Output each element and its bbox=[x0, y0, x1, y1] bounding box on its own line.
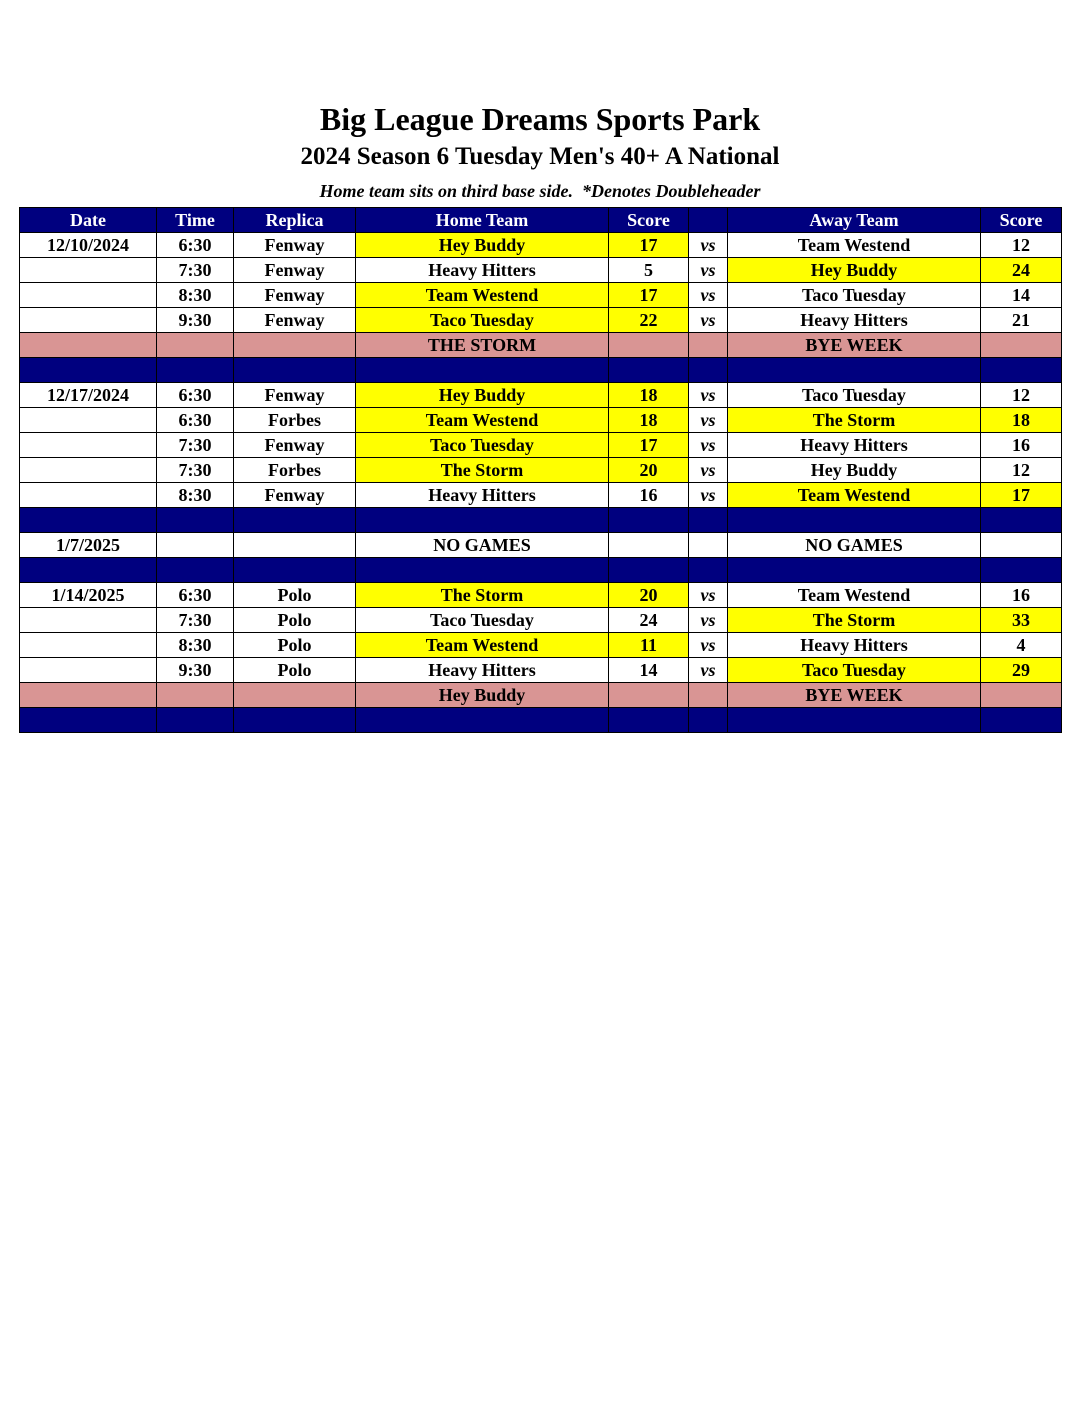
date-cell bbox=[20, 258, 157, 283]
home-team-cell: Team Westend bbox=[356, 633, 609, 658]
replica-cell bbox=[234, 358, 356, 383]
away-score-cell: 17 bbox=[981, 483, 1062, 508]
bye-week-row bbox=[20, 683, 1062, 708]
game-row bbox=[20, 383, 1062, 408]
home-score-cell: 5 bbox=[609, 258, 689, 283]
away-team-cell: Hey Buddy bbox=[728, 458, 981, 483]
separator-row bbox=[20, 508, 1062, 533]
time-cell bbox=[157, 683, 234, 708]
away-team-cell bbox=[728, 508, 981, 533]
away-team-cell: Team Westend bbox=[728, 483, 981, 508]
date-cell bbox=[20, 558, 157, 583]
time-cell bbox=[157, 508, 234, 533]
away-team-cell: BYE WEEK bbox=[728, 683, 981, 708]
date-cell bbox=[20, 333, 157, 358]
home-team-cell: Hey Buddy bbox=[356, 233, 609, 258]
away-score-cell: 18 bbox=[981, 408, 1062, 433]
home-team-cell: Heavy Hitters bbox=[356, 658, 609, 683]
col-header-home-team: Home Team bbox=[356, 208, 609, 233]
vs-cell bbox=[689, 558, 728, 583]
home-score-cell: 24 bbox=[609, 608, 689, 633]
away-score-cell bbox=[981, 333, 1062, 358]
col-header-replica: Replica bbox=[234, 208, 356, 233]
away-team-cell: BYE WEEK bbox=[728, 333, 981, 358]
home-team-cell bbox=[356, 508, 609, 533]
home-team-cell bbox=[356, 558, 609, 583]
time-cell: 9:30 bbox=[157, 308, 234, 333]
away-score-cell: 14 bbox=[981, 283, 1062, 308]
time-cell: 7:30 bbox=[157, 258, 234, 283]
time-cell: 8:30 bbox=[157, 633, 234, 658]
home-score-cell bbox=[609, 708, 689, 733]
time-cell bbox=[157, 708, 234, 733]
home-score-cell bbox=[609, 508, 689, 533]
date-cell bbox=[20, 683, 157, 708]
replica-cell bbox=[234, 708, 356, 733]
date-cell: 1/7/2025 bbox=[20, 533, 157, 558]
date-cell bbox=[20, 483, 157, 508]
game-row bbox=[20, 258, 1062, 283]
home-score-cell: 17 bbox=[609, 233, 689, 258]
away-score-cell: 21 bbox=[981, 308, 1062, 333]
col-header-time: Time bbox=[157, 208, 234, 233]
away-score-cell bbox=[981, 558, 1062, 583]
date-cell: 1/14/2025 bbox=[20, 583, 157, 608]
bye-week-row bbox=[20, 333, 1062, 358]
away-team-cell: Taco Tuesday bbox=[728, 383, 981, 408]
replica-cell bbox=[234, 683, 356, 708]
away-score-cell bbox=[981, 683, 1062, 708]
home-team-cell: Taco Tuesday bbox=[356, 308, 609, 333]
date-cell bbox=[20, 408, 157, 433]
away-team-cell: The Storm bbox=[728, 408, 981, 433]
time-cell: 7:30 bbox=[157, 433, 234, 458]
vs-cell: vs bbox=[689, 458, 728, 483]
vs-cell bbox=[689, 508, 728, 533]
date-cell bbox=[20, 458, 157, 483]
away-score-cell: 33 bbox=[981, 608, 1062, 633]
vs-cell bbox=[689, 683, 728, 708]
date-cell bbox=[20, 283, 157, 308]
home-team-cell: Taco Tuesday bbox=[356, 608, 609, 633]
vs-cell bbox=[689, 708, 728, 733]
game-row bbox=[20, 408, 1062, 433]
home-score-cell bbox=[609, 683, 689, 708]
vs-cell: vs bbox=[689, 483, 728, 508]
col-header-home-score: Score bbox=[609, 208, 689, 233]
game-row bbox=[20, 433, 1062, 458]
separator-row bbox=[20, 708, 1062, 733]
vs-cell bbox=[689, 358, 728, 383]
time-cell bbox=[157, 333, 234, 358]
time-cell bbox=[157, 558, 234, 583]
home-team-cell bbox=[356, 708, 609, 733]
replica-cell: Fenway bbox=[234, 308, 356, 333]
home-team-cell: The Storm bbox=[356, 583, 609, 608]
home-score-cell: 11 bbox=[609, 633, 689, 658]
time-cell: 7:30 bbox=[157, 608, 234, 633]
home-team-cell: NO GAMES bbox=[356, 533, 609, 558]
replica-cell: Fenway bbox=[234, 258, 356, 283]
replica-cell: Polo bbox=[234, 608, 356, 633]
home-score-cell: 14 bbox=[609, 658, 689, 683]
home-score-cell: 17 bbox=[609, 433, 689, 458]
home-score-cell: 18 bbox=[609, 408, 689, 433]
away-team-cell: Heavy Hitters bbox=[728, 308, 981, 333]
vs-cell: vs bbox=[689, 408, 728, 433]
time-cell: 6:30 bbox=[157, 408, 234, 433]
away-team-cell: Taco Tuesday bbox=[728, 658, 981, 683]
vs-cell: vs bbox=[689, 658, 728, 683]
home-team-cell bbox=[356, 358, 609, 383]
time-cell bbox=[157, 533, 234, 558]
replica-cell: Fenway bbox=[234, 433, 356, 458]
schedule-note: Home team sits on third base side. *Denotes Doubleheader bbox=[319, 181, 761, 201]
game-row bbox=[20, 658, 1062, 683]
vs-cell bbox=[689, 333, 728, 358]
away-score-cell: 16 bbox=[981, 433, 1062, 458]
date-cell bbox=[20, 708, 157, 733]
home-team-cell: Team Westend bbox=[356, 408, 609, 433]
away-score-cell: 24 bbox=[981, 258, 1062, 283]
away-team-cell: Team Westend bbox=[728, 233, 981, 258]
replica-cell: Polo bbox=[234, 658, 356, 683]
home-score-cell: 17 bbox=[609, 283, 689, 308]
time-cell bbox=[157, 358, 234, 383]
date-cell bbox=[20, 358, 157, 383]
away-score-cell bbox=[981, 508, 1062, 533]
home-score-cell bbox=[609, 333, 689, 358]
page-subtitle: 2024 Season 6 Tuesday Men's 40+ A National bbox=[300, 143, 780, 170]
home-score-cell bbox=[609, 558, 689, 583]
vs-cell: vs bbox=[689, 583, 728, 608]
game-row bbox=[20, 608, 1062, 633]
game-row bbox=[20, 633, 1062, 658]
away-team-cell: Team Westend bbox=[728, 583, 981, 608]
vs-cell: vs bbox=[689, 633, 728, 658]
away-score-cell: 4 bbox=[981, 633, 1062, 658]
home-team-cell: Heavy Hitters bbox=[356, 258, 609, 283]
replica-cell bbox=[234, 558, 356, 583]
away-score-cell: 12 bbox=[981, 383, 1062, 408]
away-score-cell: 12 bbox=[981, 233, 1062, 258]
home-score-cell: 20 bbox=[609, 458, 689, 483]
vs-cell bbox=[689, 533, 728, 558]
home-score-cell: 16 bbox=[609, 483, 689, 508]
replica-cell: Polo bbox=[234, 583, 356, 608]
header-row bbox=[20, 208, 1062, 233]
away-score-cell: 16 bbox=[981, 583, 1062, 608]
vs-cell: vs bbox=[689, 283, 728, 308]
replica-cell: Fenway bbox=[234, 283, 356, 308]
home-score-cell: 20 bbox=[609, 583, 689, 608]
replica-cell: Fenway bbox=[234, 233, 356, 258]
away-score-cell bbox=[981, 708, 1062, 733]
date-cell bbox=[20, 633, 157, 658]
vs-cell: vs bbox=[689, 383, 728, 408]
away-team-cell: Heavy Hitters bbox=[728, 633, 981, 658]
away-team-cell: Taco Tuesday bbox=[728, 283, 981, 308]
date-cell: 12/10/2024 bbox=[20, 233, 157, 258]
separator-row bbox=[20, 358, 1062, 383]
schedule-body bbox=[20, 233, 1062, 733]
col-header-away-team: Away Team bbox=[728, 208, 981, 233]
vs-cell: vs bbox=[689, 258, 728, 283]
vs-cell: vs bbox=[689, 608, 728, 633]
vs-cell: vs bbox=[689, 308, 728, 333]
away-score-cell: 29 bbox=[981, 658, 1062, 683]
away-score-cell bbox=[981, 358, 1062, 383]
col-header-vs bbox=[689, 208, 728, 233]
home-team-cell: Team Westend bbox=[356, 283, 609, 308]
date-cell bbox=[20, 508, 157, 533]
home-score-cell: 18 bbox=[609, 383, 689, 408]
home-team-cell: Hey Buddy bbox=[356, 683, 609, 708]
date-cell bbox=[20, 433, 157, 458]
away-team-cell: Heavy Hitters bbox=[728, 433, 981, 458]
time-cell: 6:30 bbox=[157, 583, 234, 608]
game-row bbox=[20, 483, 1062, 508]
col-header-away-score: Score bbox=[981, 208, 1062, 233]
vs-cell: vs bbox=[689, 233, 728, 258]
away-team-cell: Hey Buddy bbox=[728, 258, 981, 283]
home-score-cell bbox=[609, 533, 689, 558]
replica-cell: Fenway bbox=[234, 483, 356, 508]
time-cell: 9:30 bbox=[157, 658, 234, 683]
home-team-cell: THE STORM bbox=[356, 333, 609, 358]
date-cell bbox=[20, 658, 157, 683]
replica-cell bbox=[234, 508, 356, 533]
replica-cell: Forbes bbox=[234, 458, 356, 483]
date-cell bbox=[20, 608, 157, 633]
game-row bbox=[20, 308, 1062, 333]
home-team-cell: Taco Tuesday bbox=[356, 433, 609, 458]
home-score-cell bbox=[609, 358, 689, 383]
away-team-cell: NO GAMES bbox=[728, 533, 981, 558]
game-row bbox=[20, 233, 1062, 258]
time-cell: 8:30 bbox=[157, 483, 234, 508]
time-cell: 7:30 bbox=[157, 458, 234, 483]
replica-cell bbox=[234, 333, 356, 358]
away-team-cell bbox=[728, 708, 981, 733]
replica-cell: Polo bbox=[234, 633, 356, 658]
away-team-cell bbox=[728, 358, 981, 383]
time-cell: 8:30 bbox=[157, 283, 234, 308]
game-row bbox=[20, 458, 1062, 483]
game-row bbox=[20, 583, 1062, 608]
away-team-cell bbox=[728, 558, 981, 583]
away-score-cell bbox=[981, 533, 1062, 558]
home-team-cell: The Storm bbox=[356, 458, 609, 483]
game-row bbox=[20, 283, 1062, 308]
vs-cell: vs bbox=[689, 433, 728, 458]
date-cell bbox=[20, 308, 157, 333]
page-title: Big League Dreams Sports Park bbox=[319, 101, 761, 137]
away-score-cell: 12 bbox=[981, 458, 1062, 483]
away-team-cell: The Storm bbox=[728, 608, 981, 633]
no-games-row bbox=[20, 533, 1062, 558]
date-cell: 12/17/2024 bbox=[20, 383, 157, 408]
home-team-cell: Heavy Hitters bbox=[356, 483, 609, 508]
replica-cell: Forbes bbox=[234, 408, 356, 433]
time-cell: 6:30 bbox=[157, 383, 234, 408]
home-score-cell: 22 bbox=[609, 308, 689, 333]
home-team-cell: Hey Buddy bbox=[356, 383, 609, 408]
schedule-table bbox=[19, 207, 1062, 733]
replica-cell: Fenway bbox=[234, 383, 356, 408]
time-cell: 6:30 bbox=[157, 233, 234, 258]
replica-cell bbox=[234, 533, 356, 558]
separator-row bbox=[20, 558, 1062, 583]
col-header-date: Date bbox=[20, 208, 157, 233]
